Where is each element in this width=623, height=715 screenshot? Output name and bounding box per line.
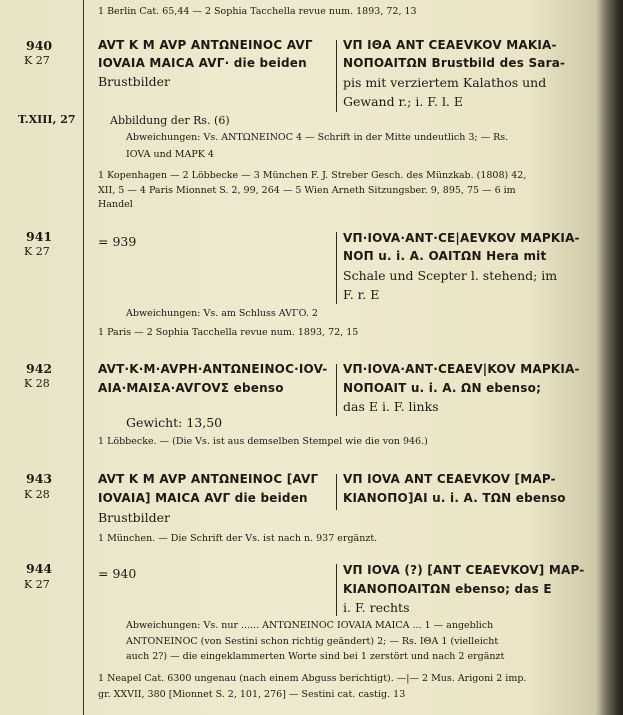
- obverse-description: Brustbilder: [98, 510, 171, 525]
- obverse-legend: IOVAIA MAICA AVΓ· die beiden: [98, 56, 307, 70]
- reverse-legend: KIANOΠO]AI u. i. A. TΩN ebenso: [343, 491, 566, 505]
- entry-metal-size: K 27: [24, 54, 50, 67]
- obverse-description: = 940: [98, 566, 137, 581]
- reverse-description: Gewand r.; i. F. l. E: [343, 94, 464, 109]
- entry-number: 944: [26, 561, 53, 576]
- variants-note: auch 2?) — die eingeklammerten Worte sind bei 1 zerstört und nach 2 ergänzt: [126, 651, 505, 662]
- reverse-legend: NOΠOAITΩN Brustbild des Sara-: [343, 56, 566, 70]
- reverse-legend: VΠ·IOVA·ANT·CEAEV|KOV MAPKIA-: [343, 362, 580, 376]
- plate-reference: T.XIII, 27: [18, 113, 76, 126]
- entry-number: 940: [26, 38, 53, 53]
- column-separator: [336, 474, 337, 510]
- reference-line: Handel: [98, 199, 133, 210]
- reference-line: 1 München. — Die Schrift der Vs. ist nach n. 937 ergänzt.: [98, 533, 378, 544]
- reverse-description: i. F. rechts: [343, 600, 410, 615]
- reference-line: 1 Paris — 2 Sophia Tacchella revue num. 1893, 72, 15: [98, 327, 359, 338]
- variants-note: Abweichungen: Vs. ANTΩNEINOC 4 — Schrift in der Mitte undeutlich 3; — Rs.: [126, 132, 509, 143]
- variants-note: ANTONEINOC (von Sestini schon richtig geändert) 2; — Rs. IΘA 1 (vielleicht: [126, 636, 499, 647]
- reverse-legend: VΠ IOVA (?) [ANT CEAEVKOV] MAP-: [343, 563, 585, 577]
- reverse-description: F. r. E: [343, 287, 380, 302]
- variants-note: Abweichungen: Vs. nur ...... ANTΩNEINOC IOVAIA MAICA ... 1 — angeblich: [126, 620, 494, 631]
- entry-number: 943: [26, 471, 53, 486]
- column-separator: [336, 40, 337, 112]
- illustration-note: Abbildung der Rs. (6): [110, 114, 230, 127]
- entry-metal-size: K 27: [24, 245, 50, 258]
- page-edge-shadow: [595, 0, 623, 715]
- margin-rule: [83, 0, 84, 715]
- obverse-legend: AVT·K·M·AVPH·ANTΩNEINOC·IOV-: [98, 362, 328, 376]
- obverse-description: Brustbilder: [98, 74, 171, 89]
- entry-number: 942: [26, 361, 53, 376]
- entry-number: 941: [26, 229, 53, 244]
- reverse-legend: NOΠOAIT u. i. A. ΩN ebenso;: [343, 381, 542, 395]
- reverse-description: pis mit verziertem Kalathos und: [343, 75, 547, 90]
- reverse-legend: VΠ·IOVA·ANT·CE|AEVKOV MAPKIA-: [343, 231, 580, 245]
- obverse-legend: IOVAIA] MAICA AVΓ die beiden: [98, 491, 308, 505]
- obverse-legend: AVT K M AVP ANTΩNEINOC AVΓ: [98, 38, 313, 52]
- variants-note: Abweichungen: Vs. am Schluss AVΓO. 2: [126, 308, 318, 319]
- entry-metal-size: K 28: [24, 377, 50, 390]
- reference-line: 1 Kopenhagen — 2 Löbbecke — 3 München F. J. Streber Gesch. des Münzkab. (1808) 42,: [98, 170, 527, 181]
- entry-metal-size: K 27: [24, 578, 50, 591]
- variants-note: IOVA und MAPK 4: [126, 149, 214, 160]
- reference-line: XII, 5 — 4 Paris Mionnet S. 2, 99, 264 — 5 Wien Arneth Sitzungsber. 9, 895, 75 — 6 im: [98, 185, 516, 196]
- obverse-legend: AVT K M AVP ANTΩNEINOC [AVΓ: [98, 472, 319, 486]
- reverse-legend: KIANOΠOAITΩN ebenso; das E: [343, 582, 552, 596]
- reference-line: 1 Löbbecke. — (Die Vs. ist aus demselben Stempel wie die von 946.): [98, 436, 428, 447]
- reference-line: 1 Neapel Cat. 6300 ungenau (nach einem Abguss berichtigt). —|— 2 Mus. Arigoni 2 imp.: [98, 673, 527, 684]
- reverse-legend: VΠ IOVA ANT CEAEVKOV [MAP-: [343, 472, 556, 486]
- reverse-legend: VΠ IΘA ANT CEAEVKOV MAKIA-: [343, 38, 557, 52]
- obverse-legend: AIA·MAIΣA·AVΓOVΣ ebenso: [98, 381, 284, 395]
- column-separator: [336, 364, 337, 416]
- reverse-description: Schale und Scepter l. stehend; im: [343, 268, 558, 283]
- reverse-description: das E i. F. links: [343, 399, 439, 414]
- reference-line: 1 Berlin Cat. 65,44 — 2 Sophia Tacchella revue num. 1893, 72, 13: [98, 6, 417, 17]
- weight-note: Gewicht: 13,50: [126, 415, 223, 430]
- entry-metal-size: K 28: [24, 488, 50, 501]
- column-separator: [336, 564, 337, 616]
- reference-line: gr. XXVII, 380 [Mionnet S. 2, 101, 276] — Sestini cat. castig. 13: [98, 689, 406, 700]
- reverse-legend: NOΠ u. i. A. OAITΩN Hera mit: [343, 249, 547, 263]
- column-separator: [336, 232, 337, 304]
- obverse-description: = 939: [98, 234, 137, 249]
